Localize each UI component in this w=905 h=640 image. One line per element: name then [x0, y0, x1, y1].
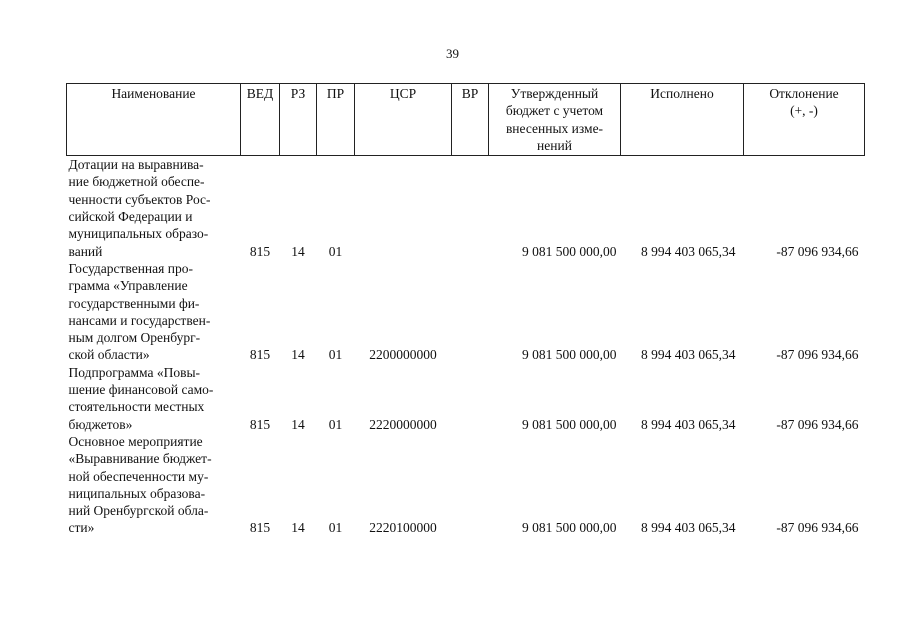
header-vr: ВР	[452, 84, 489, 156]
cell-ved: 815	[249, 520, 271, 536]
name-line: муниципальных образо-	[68, 226, 209, 242]
table-row	[67, 433, 865, 537]
name-line: нансами и государствен-	[68, 312, 211, 328]
name-line: грамма «Управление	[68, 278, 188, 294]
row-name	[67, 364, 241, 433]
cell-deviation: -87 096 934,66	[776, 243, 859, 259]
cell-ved: 815	[249, 243, 271, 259]
cell-ved: 815	[249, 347, 271, 363]
cell-rz: 14	[291, 520, 305, 536]
cell-vr	[452, 156, 489, 260]
cell-csr: 2220100000	[369, 520, 437, 536]
name-line: шение финансовой само-	[68, 382, 214, 398]
row-name	[67, 433, 241, 537]
cell-rz: 14	[291, 243, 305, 259]
header-deviation-line: (+, -)	[790, 103, 818, 119]
name-line: ской области»	[68, 347, 150, 363]
name-line: ваний	[68, 243, 103, 259]
cell-executed: 8 994 403 065,34	[641, 347, 736, 363]
name-line: «Выравнивание бюджет-	[68, 451, 212, 467]
header-deviation-line: Отклонение	[769, 86, 839, 101]
header-pr: ПР	[317, 84, 355, 156]
cell-deviation: -87 096 934,66	[776, 416, 859, 432]
cell-rz: 14	[291, 347, 305, 363]
cell-csr	[355, 156, 452, 260]
cell-executed: 8 994 403 065,34	[641, 416, 736, 432]
cell-ved: 815	[249, 416, 271, 432]
cell-csr: 2220000000	[369, 416, 437, 432]
cell-deviation: -87 096 934,66	[776, 520, 859, 536]
name-line: ченности субъектов Рос-	[68, 191, 211, 207]
cell-deviation: -87 096 934,66	[776, 347, 859, 363]
table-row	[67, 364, 865, 433]
header-deviation	[744, 84, 865, 156]
header-budget	[489, 84, 621, 156]
budget-table	[66, 83, 865, 537]
cell-executed: 8 994 403 065,34	[641, 243, 736, 259]
cell-pr: 01	[328, 347, 343, 363]
cell-vr	[452, 433, 489, 537]
name-line: ной обеспеченности му-	[68, 468, 209, 484]
row-name	[67, 156, 241, 260]
header-budget-line: нений	[537, 137, 572, 153]
name-line: бюджетов»	[68, 416, 133, 432]
cell-vr	[452, 260, 489, 364]
cell-pr: 01	[328, 243, 343, 259]
header-budget-line: внесенных изме-	[505, 120, 604, 136]
header-rz: РЗ	[280, 84, 317, 156]
header-executed: Исполнено	[621, 84, 744, 156]
cell-csr: 2200000000	[369, 347, 437, 363]
name-line: Государственная про-	[68, 260, 193, 276]
name-line: сти»	[68, 520, 95, 536]
table-row	[67, 156, 865, 260]
cell-budget: 9 081 500 000,00	[522, 520, 617, 536]
name-line: стоятельности местных	[68, 399, 205, 415]
name-line: Дотации на выравнива-	[68, 157, 204, 173]
name-line: государственными фи-	[68, 295, 200, 311]
cell-pr: 01	[328, 520, 343, 536]
header-ved: ВЕД	[241, 84, 280, 156]
cell-budget: 9 081 500 000,00	[522, 347, 617, 363]
header-budget-line: бюджет с учетом	[505, 103, 604, 119]
name-line: ным долгом Оренбург-	[68, 330, 201, 346]
cell-executed: 8 994 403 065,34	[641, 520, 736, 536]
name-line: Подпрограмма «Повы-	[68, 364, 201, 380]
cell-pr: 01	[328, 416, 343, 432]
cell-budget: 9 081 500 000,00	[522, 243, 617, 259]
cell-rz: 14	[291, 416, 305, 432]
name-line: ние бюджетной обеспе-	[68, 174, 205, 190]
header-name: Наименование	[67, 84, 241, 156]
header-csr: ЦСР	[355, 84, 452, 156]
name-line: сийской Федерации и	[68, 209, 193, 225]
cell-vr	[452, 364, 489, 433]
header-budget-line: Утвержденный	[510, 86, 599, 101]
name-line: ниципальных образова-	[68, 485, 206, 501]
table-row	[67, 260, 865, 364]
row-name	[67, 260, 241, 364]
name-line: Основное мероприятие	[68, 433, 203, 449]
name-line: ний Оренбургской обла-	[68, 503, 209, 519]
cell-budget: 9 081 500 000,00	[522, 416, 617, 432]
table-header-row	[67, 84, 865, 156]
page-number: 39	[446, 46, 459, 61]
